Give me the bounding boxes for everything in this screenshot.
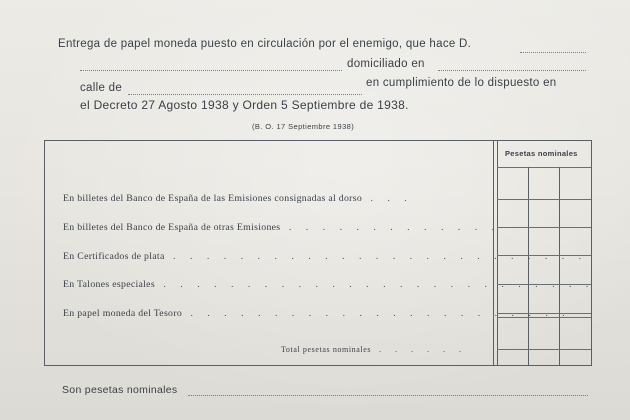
header-line-4-text: el Decreto 27 Agosto 1938 y Orden 5 Septiembre de 1938. <box>80 98 409 112</box>
header-line-2 <box>347 58 425 70</box>
header-line-3-suffix-text: en cumplimiento de lo dispuesto en <box>366 77 557 89</box>
amount-row-line-1 <box>497 199 591 200</box>
total-label-text: Total pesetas nominales <box>281 345 372 354</box>
amount-grid-top <box>497 167 591 168</box>
amount-subcol-2 <box>559 167 560 365</box>
address-field[interactable] <box>438 70 586 71</box>
header-line-1 <box>58 38 471 50</box>
row-label-certificados: En Certificados de plata . . . . . . . . . . . . . . . . . . . . . . . . . <box>63 251 588 262</box>
row-label-3-text: En Certificados de plata <box>63 251 165 262</box>
amounts-table <box>44 140 595 366</box>
reference-note <box>252 122 354 131</box>
header-line-3-suffix <box>366 77 556 89</box>
header-line-3-prefix-text: calle de <box>80 82 123 94</box>
row-label-4-text: En Talones especiales <box>63 279 155 290</box>
street-field[interactable] <box>128 94 362 95</box>
row-label-2-text: En billetes del Banco de España de otras Emisiones <box>63 222 281 233</box>
name-field[interactable] <box>520 52 586 53</box>
row-label-talones: En Talones especiales . . . . . . . . . . . . . . . . . . . . . . . . . . <box>63 279 595 290</box>
row-label-1-text: En billetes del Banco de España de las Emisiones consignadas al dorso <box>63 193 363 204</box>
reference-note-text: (B. O. 17 Septiembre 1938) <box>252 122 355 131</box>
row-label-emisiones-dorso: En billetes del Banco de España de las Emisiones consignadas al dorso . . . <box>63 193 413 204</box>
column-header <box>505 149 578 158</box>
header-line-4 <box>80 98 409 112</box>
total-label: Total pesetas nominales . . . . . . <box>281 345 468 354</box>
header-line-2-text: domiciliado en <box>347 58 425 70</box>
header-line-3-prefix <box>80 82 122 94</box>
amount-in-words-field[interactable] <box>188 395 588 396</box>
column-header-text: Pesetas nominales <box>505 149 578 158</box>
amount-row-line-2 <box>497 227 591 228</box>
amount-subcol-1 <box>528 167 529 365</box>
row-label-tesoro: En papel moneda del Tesoro . . . . . . . . . . . . . . . . . . . . . . . <box>63 308 571 319</box>
total-row-line <box>497 349 591 350</box>
footer-label-text: Son pesetas nominales <box>62 384 178 396</box>
row-label-5-text: En papel moneda del Tesoro <box>63 308 183 319</box>
row-label-otras-emisiones: En billetes del Banco de España de otras Emisiones . . . . . . . . . . . . . <box>63 222 501 233</box>
header-line-1-text: Entrega de papel moneda puesto en circulación por el enemigo, que hace D. <box>58 38 472 50</box>
footer-label <box>62 384 177 396</box>
name-continuation-field[interactable] <box>80 70 342 71</box>
